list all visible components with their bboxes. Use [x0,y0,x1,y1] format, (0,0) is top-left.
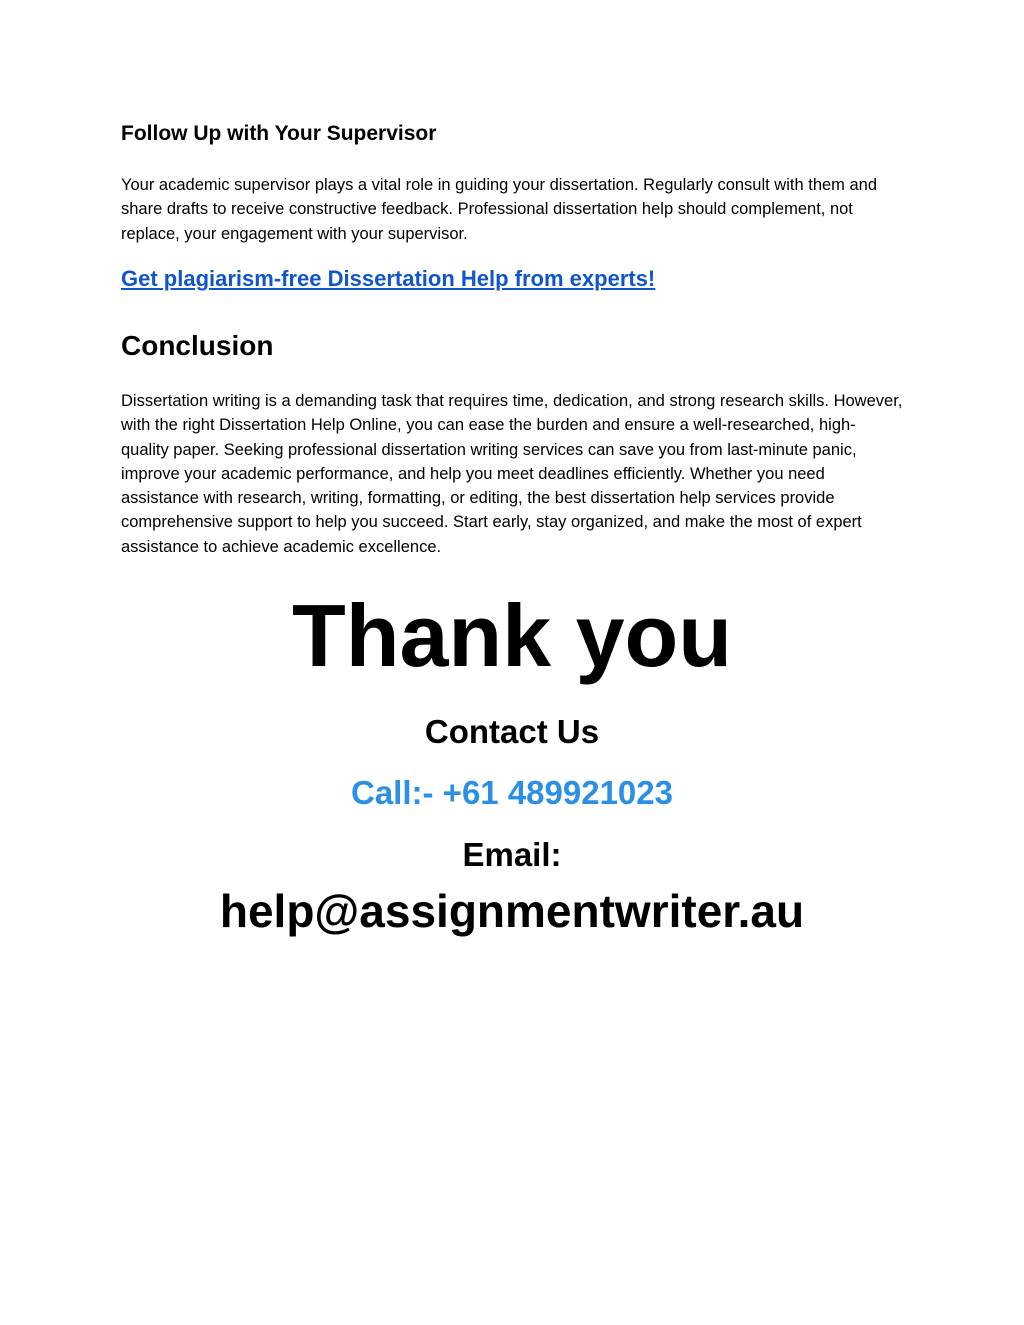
thank-you-title: Thank you [291,586,733,685]
conclusion-paragraph: Dissertation writing is a demanding task that requires time, dedication, and strong research skills. However, with the right Dissertation Help Online, you can ease the burden and ensure a well-researched, high-quality paper. Seeking professional dissertation writing services can save you from last-minute panic, improve your academic performance, and help you meet deadlines efficiently. Whether you need assistance with research, writing, formatting, or editing, the best dissertation help services provide comprehensive support to help you succeed. Start early, stay organized, and make the most of expert assistance to achieve academic excellence. [121,392,903,556]
section-heading-follow-up: Follow Up with Your Supervisor [121,122,437,145]
email-label: Email: [462,836,562,873]
dissertation-help-link[interactable]: Get plagiarism-free Dissertation Help from experts! [121,266,656,291]
section-paragraph-follow-up: Your academic supervisor plays a vital role in guiding your dissertation. Regularly consult with them and share drafts to receive constructive feedback. Professional dissertation help should complement, not replace, your engagement with your supervisor. [121,176,878,243]
conclusion-heading: Conclusion [121,330,274,361]
contact-heading: Contact Us [424,713,600,750]
email-address[interactable]: help@assignmentwriter.au [219,885,805,937]
phone-number[interactable]: Call:- +61 489921023 [351,774,673,811]
